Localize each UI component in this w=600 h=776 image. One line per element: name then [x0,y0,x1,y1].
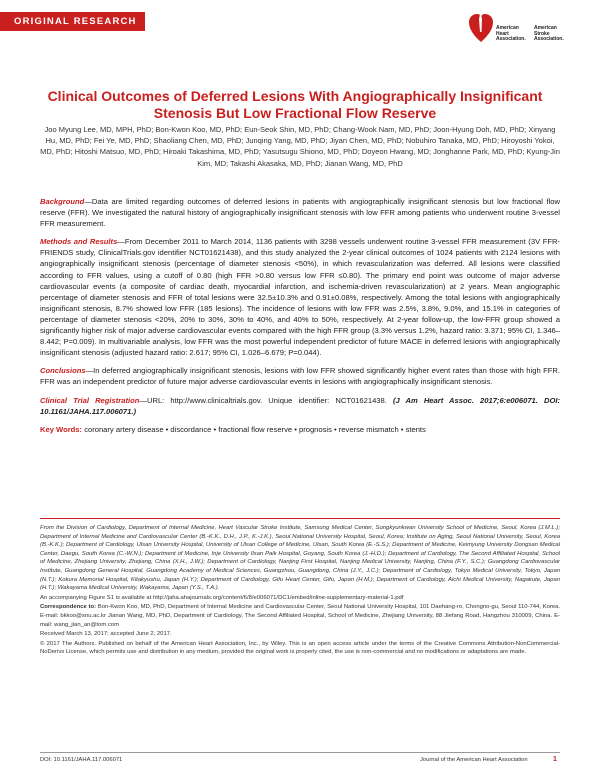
citation: (J Am Heart Assoc. 2017;6:e006071. DOI: 10.1161/JAHA.117.006071.) [40,395,560,416]
abstract-conclusions: Conclusions—In deferred angiographically insignificant stenosis, lesions with low FFR showed significantly higher event rates than those with high FFR. FFR was an independent predictor of future major adverse cardiovascular events in lesions with angiographically insignificant stenosis. [40,366,560,387]
asa-wordmark: American Stroke Association. [534,25,564,42]
author-list: Joo Myung Lee, MD, MPH, PhD; Bon-Kwon Koo, MD, PhD; Eun-Seok Shin, MD, PhD; Chang-Wook Nam, MD, PhD; Joon-Hyung Doh, MD, PhD; Xinyang Hu, MD, PhD; Fei Ye, MD, PhD; Shaoliang Chen, MD, PhD; Junqing Yang, MD, PhD; Jiyan Chen, MD, PhD; Nobuhiro Tanaka, MD, PhD; Hiroyoshi Yokoi, MD, PhD; Hitoshi Matsuo, MD, PhD; Hiroaki Takashima, MD, PhD; Yasutsugu Shiono, MD, PhD; Doyeon Hwang, MD; Jonghanne Park, MD, PhD; Kyung-Jin Kim, MD; Takashi Akasaka, MD, PhD; Jianan Wang, MD, PhD [40,125,560,168]
supplement-note: An accompanying Figure S1 is available at http://jaha.ahajournals.org/content/6/8/e006071/DC1/embed/inline-supplementary-material-1.pdf [40,594,404,601]
article-title: Clinical Outcomes of Deferred Lesions With Angiographically Insignificant Stenosis But Low Fractional Flow Reserve [47,88,543,121]
affiliations: From the Division of Cardiology, Department of Internal Medicine, Heart Vascular Stroke Institute, Samsung Medical Center, Sungkyunkwan University School of Medicine, Seoul, Korea (J.M.L.); Department of Internal Medicine and Cardiovascular Center (B.-K.K., D.H., J.P., K.-J.K.), Seoul National University Hospital, Seoul, Korea; Institute on Aging, Seoul National University, Seoul, Korea (B.-K.K.); Department of Cardiology, Ulsan University Hospital, University of Ulsan College of Medicine, Ulsan, South Korea (E.-S.S.); Department of Medicine, Keimyung University Dongsan Medical Center, Daegu, South Korea (C.-W.N.); Department of Medicine, Inje University Ilsan Paik Hospital, Goyang, South Korea (J.-H.D.); Department of Cardiology, The Second Affiliated Hospital, School of Medicine, Zhejiang University, Zhejiang, China (X.H., J.W.); Department of Cardiology, Nanjing First Hospital, Nanjing Medical University, Nanjing, China (F.Y., S.C.); Guangdong Cardiovascular Institute, Guangdong General Hospital, Guangdong Academy of Medical Sciences, Guangzhou, Guangdong, China (J.Y., J.C.); Department of Cardiology, Tokyo Medical University, Tokyo, Japan (N.T.); Kokura Memorial Hospital, Kitakyushu, Japan (H.Y.); Department of Cardiology, Gifu Heart Center, Gifu, Japan (H.M.); Department of Cardiology, Aichi Medical University, Nagakute, Japan (H.T.); Wakayama Medical University, Wakayama, Japan (Y.S., T.A.). [40,525,560,592]
footnotes [40,524,560,658]
aha-wordmark: American Heart Association. [496,25,526,42]
license-text: © 2017 The Authors. Published on behalf of the American Heart Association, Inc., by Wiley. This is an open access article under the terms of the Creative Commons Attribution-NonCommercial-NoDerivs License, which permits use and distribution in any medium, provided the original work is properly cited, the use is non-commercial and no modifications or adaptations are made. [40,640,560,656]
aha-asa-logo [468,10,576,46]
abstract-background: Background—Data are limited regarding outcomes of deferred lesions in patients with angiographically insignificant stenosis but low fractional flow reserve (FFR). We investigated the natural history of angiographically insignificant stenosis with low FFR among patients who underwent routine 3-vessel FFR measurement. [40,197,560,229]
abstract-methods: Methods and Results—From December 2011 to March 2014, 1136 patients with 3298 vessels underwent routine 3-vessel FFR measurement (3V FFR-FRIENDS study, ClinicalTrials.gov identifier NCT01621438), and this study analyzed the 2-year clinical outcomes of 1024 patients with 2124 lesions with angiographically insignificant stenosis (percentage of diameter stenosis <50%), in which revascularization was deferred. All lesions were classified according to FFR values, using a cutoff of 0.80 (high FFR >0.80 versus low FFR ≤0.80). The primary end point was outcome of major adverse cardiovascular events (a composite of cardiac death, myocardial infarction, and ischemia-driven revascularization) at 2 years. Mean angiographic percentage of diameter stenosis and FFR of total lesions were 32.5±10.3% and 0.91±0.08%, respectively. Among the total lesions with angiographically insignificant stenosis, 8.7% showed low FFR (185 lesions). The incidence of lesions with low FFR was 2.5%, 3.8%, 9.0%, and 15.1% in categories of percentage of diameter stenosis <20%, 20% to 30%, 30% to 40%, and 40% to 50%, respectively. At 2-year follow-up, the low-FFR group showed a significantly higher risk of major adverse cardiovascular events compared with the high FFR group (3.3% versus 1.2%, hazard ratio: 3.371; 95% CI, 1.346–8.442; P=0.009). In multivariable analysis, low FFR was the most powerful independent predictor of future MACE in deferred lesions with angiographically insignificant stenosis (adjusted hazard ratio: 2.617; 95% CI, 1.026–6.679; P=0.044). [40,237,560,358]
page-number: 1 [553,756,557,763]
trial-registration: Clinical Trial Registration—URL: http://www.clinicaltrials.gov. Unique identifier: NCT01621438. (J Am Heart Assoc. 2017;6:e006071. DOI: 10.1161/JAHA.117.006071.) [40,395,560,416]
footer-doi: DOI: 10.1161/JAHA.117.006071 [40,757,123,763]
correspondence: Correspondence to: Bon-Kwon Koo, MD, PhD, Department of Internal Medicine and Cardiovascular Center, Seoul National University Hospital, 101 Daehang-ro, Chongno-gu, Seoul 110-744, Korea. E-mail: bkkoo@snu.ac.kr Jianan Wang, MD, PhD, Department of Cardiology, The Second Affiliated Hospital, School of Medicine, Zhejiang University, 88 Jiefang Road, Hangzhou 310009, China. E-mail: wang_jian_an@tom.com [40,604,561,628]
abstract [40,196,560,442]
footer-journal: Journal of the American Heart Association [420,757,528,763]
keywords: Key Words: coronary artery disease • discordance • fractional flow reserve • prognosis • reverse mismatch • stents [40,424,426,434]
divider [40,518,560,519]
footer-divider [40,752,560,753]
heart-torch-logo-icon [468,10,494,44]
received-dates: Received March 13, 2017; accepted June 2, 2017. [40,631,172,638]
section-label: ORIGINAL RESEARCH [0,12,145,31]
